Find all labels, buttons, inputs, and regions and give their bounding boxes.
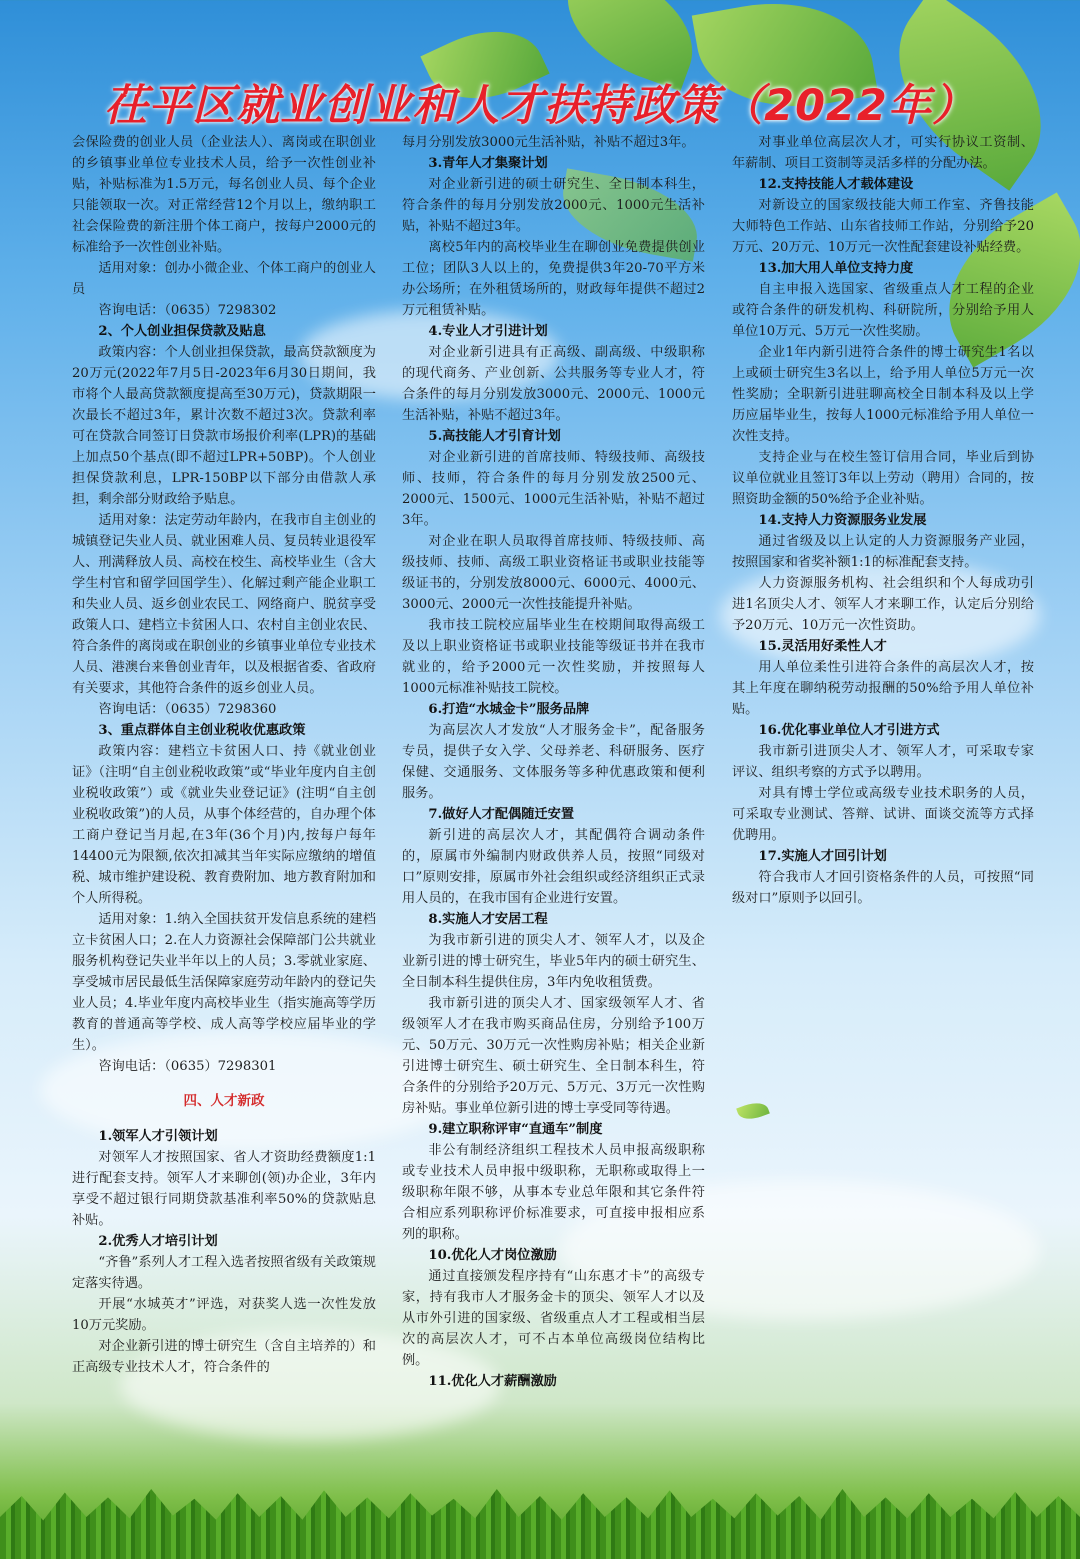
section-heading: 17.实施人才回引计划 [758,849,887,864]
section-heading: 13.加大用人单位支持力度 [758,261,914,276]
paragraph: 会保险费的创业人员（企业法人）、离岗或在职创业的乡镇事业单位专业技术人员，给予一次性创业补贴，补贴标准为1.5万元，每名创业人员、每个企业只能领取一次。对正常经营12个月以上，缴纳职工社会保险费的新注册个体工商户，按每户2000元的标准给予一次性创业补贴。 [72,135,376,255]
section-heading: 9.建立职称评审“直通车”制度 [428,1122,603,1137]
paragraph: 离校5年内的高校毕业生在聊创业免费提供创业工位；团队3人以上的，免费提供3年20-70平方米办公场所；在外租赁场所的，财政每年提供不超过2万元租赁补贴。 [402,240,705,318]
paragraph: 适用对象：创办小微企业、个体工商户的创业人员 [72,261,376,297]
section-heading: 8.实施人才安居工程 [428,912,548,927]
paragraph: 企业1年内新引进符合条件的博士研究生1名以上或硕士研究生3名以上，给予用人单位5万元一次性奖励；全职新引进驻聊高校全日制本科及以上学历应届毕业生，按每人1000元标准给予用人单位一次性支持。 [732,345,1034,444]
leaf-decoration [736,1098,770,1123]
section-heading: 16.优化事业单位人才引进方式 [758,723,940,738]
section-heading: 3.青年人才集聚计划 [428,156,548,171]
paragraph: 每月分别发放3000元生活补贴，补贴不超过3年。 [402,135,695,150]
text-column-3 [732,132,1034,909]
paragraph: 自主申报入选国家、省级重点人才工程的企业或符合条件的研发机构、科研院所，分别给予用人单位10万元、5万元一次性奖励。 [732,282,1034,339]
section-heading: 15.灵活用好柔性人才 [758,639,887,654]
paragraph: 对企业新引进的博士研究生（含自主培养的）和正高级专业技术人才，符合条件的 [72,1339,376,1375]
section-heading: 3、重点群体自主创业税收优惠政策 [98,723,306,738]
paragraph: “齐鲁”系列人才工程入选者按照省级有关政策规定落实待遇。 [72,1255,376,1291]
paragraph: 我市新引进的顶尖人才、国家级领军人才、省级领军人才在我市购买商品住房，分别给予100万元、50万元、30万元一次性购房补贴；相关企业新引进博士研究生、硕士研究生、全日制本科生，符合条件的分别给予20万元、5万元、3万元一次性购房补贴。事业单位新引进的博士享受同等待遇。 [402,996,705,1116]
section-heading: 14.支持人力资源服务业发展 [758,513,927,528]
paragraph: 对事业单位高层次人才，可实行协议工资制、年薪制、项目工资制等灵活多样的分配办法。 [732,135,1034,171]
paragraph: 我市技工院校应届毕业生在校期间取得高级工及以上职业资格证书或职业技能等级证书并在我市就业的，给予2000元一次性奖励，并按照每人1000元标准补贴技工院校。 [402,618,705,696]
paragraph: 符合我市人才回引资格条件的人员，可按照“同级对口”原则予以回引。 [732,870,1034,906]
paragraph: 咨询电话：（0635）7298302 [98,303,277,318]
paragraph: 咨询电话：（0635）7298360 [98,702,277,717]
paragraph: 通过直接颁发程序持有“山东惠才卡”的高级专家，持有我市人才服务金卡的顶尖、领军人才以及从市外引进的国家级、省级重点人才工程或相当层次的高层次人才，可不占本单位高级岗位结构比例。 [402,1269,705,1368]
section-heading: 7.做好人才配偶随迁安置 [428,807,575,822]
paragraph: 非公有制经济组织工程技术人员申报高级职称或专业技术人员申报中级职称，无职称或取得上一级职称年限不够，从事本专业总年限和其它条件符合相应系列职称评价标准要求，可直接申报相应系列的职称。 [402,1143,705,1242]
section-heading: 四、人才新政 [183,1093,265,1109]
paragraph: 为高层次人才发放“人才服务金卡”，配备服务专员，提供子女入学、父母养老、科研服务、医疗保健、交通服务、文体服务等多种优惠政策和便利服务。 [402,723,705,801]
paragraph: 政策内容：个人创业担保贷款，最高贷款额度为20万元(2022年7月5日-2023年6月30日期间，我市将个人最高贷款额度提高至30万元)，贷款期限一次最长不超过3年，累计次数不超过3次。贷款利率可在贷款合同签订日贷款市场报价利率(LPR)的基础上加点50个基点(即不超过LPR+50BP)。个人创业担保贷款利息，LPR-150BP以下部分由借款人承担，剩余部分财政给予贴息。 [72,345,376,507]
page-title: 茌平区就业创业和人才扶持政策（2022年） [104,81,976,131]
section-heading: 2、个人创业担保贷款及贴息 [98,324,266,339]
paragraph: 对企业新引进具有正高级、副高级、中级职称的现代商务、产业创新、公共服务等专业人才，符合条件的每月分别发放3000元、2000元、1000元生活补贴，补贴不超过3年。 [402,345,705,423]
section-heading: 2.优秀人才培引计划 [98,1234,218,1249]
paragraph: 适用对象：1.纳入全国扶贫开发信息系统的建档立卡贫困人口；2.在人力资源社会保障部门公共就业服务机构登记失业半年以上的人员；3.零就业家庭、享受城市居民最低生活保障家庭劳动年龄内的登记失业人员；4.毕业年度内高校毕业生（指实施高等学历教育的普通高等学校、成人高等学校应届毕业的学生）。 [72,912,376,1053]
paragraph: 人力资源服务机构、社会组织和个人每成功引进1名顶尖人才、领军人才来聊工作，认定后分别给予20万元、10万元一次性资助。 [732,576,1034,633]
section-heading: 4.专业人才引进计划 [428,324,548,339]
section-heading: 6.打造“水城金卡”服务品牌 [428,702,590,717]
paragraph: 适用对象：法定劳动年龄内，在我市自主创业的城镇登记失业人员、就业困难人员、复员转业退役军人、刑满释放人员、高校在校生、高校毕业生（含大学生村官和留学回国学生）、化解过剩产能企业职工和失业人员、返乡创业农民工、网络商户、脱贫享受政策人口、建档立卡贫困人口、农村自主创业农民、符合条件的离岗或在职创业的乡镇事业单位专业技术人员、港澳台来鲁创业青年，以及根据省委、省政府有关要求，其他符合条件的返乡创业人员。 [72,513,376,696]
text-column-1 [72,132,376,1378]
paragraph: 用人单位柔性引进符合条件的高层次人才，按其上年度在聊纳税劳动报酬的50%给予用人单位补贴。 [732,660,1034,717]
section-heading: 10.优化人才岗位激励 [428,1248,557,1263]
paragraph: 为我市新引进的顶尖人才、领军人才，以及企业新引进的博士研究生，毕业5年内的硕士研究生、全日制本科生提供住房，3年内免收租赁费。 [402,933,705,990]
section-heading: 11.优化人才薪酬激励 [428,1374,557,1389]
paragraph: 对新设立的国家级技能大师工作室、齐鲁技能大师特色工作站、山东省技师工作站，分别给予20万元、20万元、10万元一次性配套建设补贴经费。 [732,198,1034,255]
paragraph: 咨询电话：（0635）7298301 [98,1059,277,1074]
paragraph: 对具有博士学位或高级专业技术职务的人员，可采取专业测试、答辩、试讲、面谈交流等方式择优聘用。 [732,786,1034,843]
paragraph: 新引进的高层次人才，其配偶符合调动条件的，原属市外编制内财政供养人员，按照“同级对口”原则安排，原属市外社会组织或经济组织正式录用人员的，在我市国有企业进行安置。 [402,828,705,906]
paragraph: 对企业在职人员取得首席技师、特级技师、高级技师、技师、高级工职业资格证书或职业技能等级证书的，分别发放8000元、6000元、4000元、3000元、2000元一次性技能提升补贴。 [402,534,705,612]
section-heading: 1.领军人才引领计划 [98,1129,218,1144]
grass-decoration [0,1489,1080,1559]
paragraph: 支持企业与在校生签订信用合同，毕业后到协议单位就业且签订3年以上劳动（聘用）合同的，按照资助金额的50%给予企业补贴。 [732,450,1034,507]
paragraph: 通过省级及以上认定的人力资源服务产业园，按照国家和省奖补额1:1的标准配套支持。 [732,534,1034,570]
paragraph: 我市新引进顶尖人才、领军人才，可采取专家评议、组织考察的方式予以聘用。 [732,744,1034,780]
paragraph: 对企业新引进的首席技师、特级技师、高级技师、技师，符合条件的每月分别发放2500元、2000元、1500元、1000元生活补贴，补贴不超过3年。 [402,450,705,528]
paragraph: 对企业新引进的硕士研究生、全日制本科生，符合条件的每月分别发放2000元、1000元生活补贴，补贴不超过3年。 [402,177,705,234]
text-column-2 [402,132,705,1392]
section-heading: 12.支持技能人才载体建设 [758,177,914,192]
paragraph: 对领军人才按照国家、省人才资助经费额度1:1进行配套支持。领军人才来聊创(领)办企业，3年内享受不超过银行同期贷款基准利率50%的贷款贴息补贴。 [72,1150,376,1228]
paragraph: 开展“水城英才”评选，对获奖人选一次性发放10万元奖励。 [72,1297,376,1333]
section-heading: 5.高技能人才引育计划 [428,429,561,444]
paragraph: 政策内容：建档立卡贫困人口、持《就业创业证》（注明“自主创业税收政策”或“毕业年度内自主创业税收政策”）或《就业失业登记证》(注明“自主创业税收政策”)的人员，从事个体经营的，自办理个体工商户登记当月起,在3年(36个月)内,按每户每年14400元为限额,依次扣减其当年实际应缴纳的增值税、城市维护建设税、教育费附加、地方教育附加和个人所得税。 [72,744,376,906]
